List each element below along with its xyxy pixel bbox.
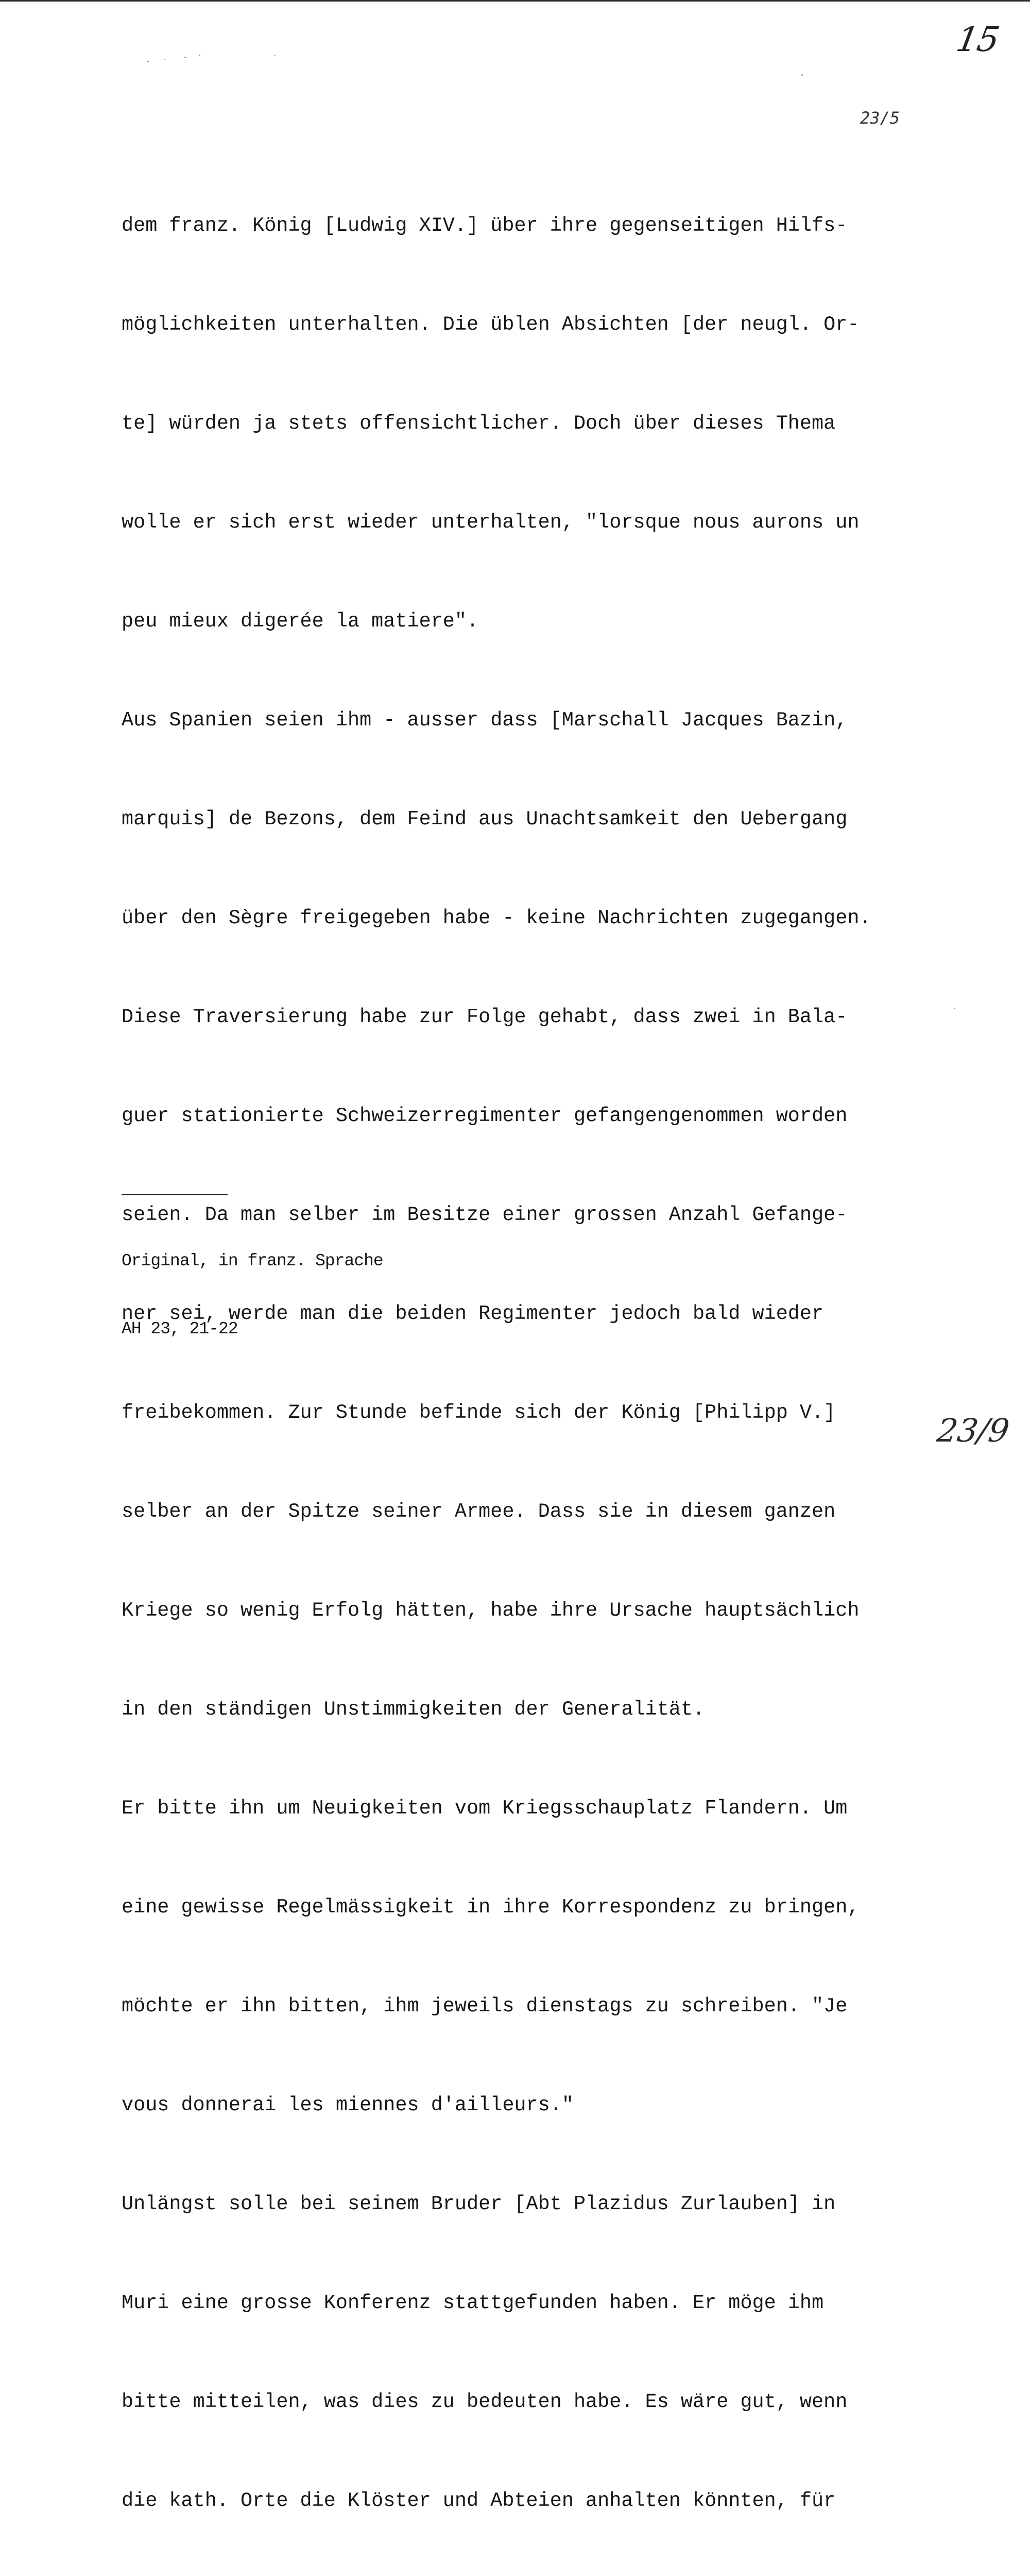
body-line: eine gewisse Regelmässigkeit in ihre Korrespondenz zu bringen, [122,1896,860,1919]
scan-speck [184,57,186,58]
body-line: möchte er ihn bitten, ihm jeweils dienstags zu schreiben. "Je [122,1995,848,2018]
scan-speck [147,61,149,62]
page-reference: 23/5 [860,108,900,128]
body-line: peu mieux digerée la matiere". [122,610,479,633]
body-line: seien. Da man selber im Besitze einer grossen Anzahl Gefange- [122,1204,848,1226]
body-line: Er bitte ihn um Neuigkeiten vom Kriegsschauplatz Flandern. Um [122,1797,848,1820]
body-line: selber an der Spitze seiner Armee. Dass sie in diesem ganzen [122,1500,836,1523]
body-line: die kath. Orte die Klöster und Abteien anhalten könnten, für [122,2489,836,2512]
body-line: vous donnerai les miennes d'ailleurs." [122,2094,574,2116]
body-line: Unlängst solle bei seinem Bruder [Abt Plazidus Zurlauben] in [122,2193,836,2215]
footnote-archive-line: AH 23, 21-22 [122,1319,238,1338]
footnote [122,1205,383,1363]
footnote-divider [122,1194,228,1195]
body-line: wolle er sich erst wieder unterhalten, "lorsque nous aurons un [122,511,860,534]
body-line: ner sei, werde man die beiden Regimenter jedoch bald wieder [122,1302,824,1325]
body-line: Muri eine grosse Konferenz stattgefunden haben. Er möge ihm [122,2292,824,2314]
scan-speck [801,74,803,76]
body-line: Kriege so wenig Erfolg hätten, habe ihre Ursache hauptsächlich [122,1599,860,1622]
body-line: Diese Traversierung habe zur Folge gehabt, dass zwei in Bala- [122,1006,848,1028]
body-line: marquis] de Bezons, dem Feind aus Unachtsamkeit den Uebergang [122,808,848,831]
footnote-source-line: Original, in franz. Sprache [122,1251,383,1270]
body-line: in den ständigen Unstimmigkeiten der Generalität. [122,1698,705,1721]
scan-speck [199,55,200,56]
body-line: guer stationierte Schweizerregimenter gefangengenommen worden [122,1105,848,1127]
body-line: bitte mitteilen, was dies zu bedeuten habe. Es wäre gut, wenn [122,2391,848,2413]
body-line: freibekommen. Zur Stunde befinde sich der König [Philipp V.] [122,1401,836,1424]
scan-speck [274,55,276,56]
body-line: Aus Spanien seien ihm - ausser dass [Marschall Jacques Bazin, [122,709,848,732]
body-line: te] würden ja stets offensichtlicher. Doch über dieses Thema [122,412,836,435]
scan-speck [954,1008,955,1009]
body-line: möglichkeiten unterhalten. Die üblen Absichten [der neugl. Or- [122,313,860,336]
body-line: dem franz. König [Ludwig XIV.] über ihre gegenseitigen Hilfs- [122,214,848,237]
body-line: über den Sègre freigegeben habe - keine Nachrichten zugegangen. [122,907,871,929]
handwritten-archive-mark: 23/9 [934,1412,1012,1449]
page-top-edge [0,0,1030,2]
scan-speck [164,59,165,60]
handwritten-folio-number: 15 [953,20,1002,59]
